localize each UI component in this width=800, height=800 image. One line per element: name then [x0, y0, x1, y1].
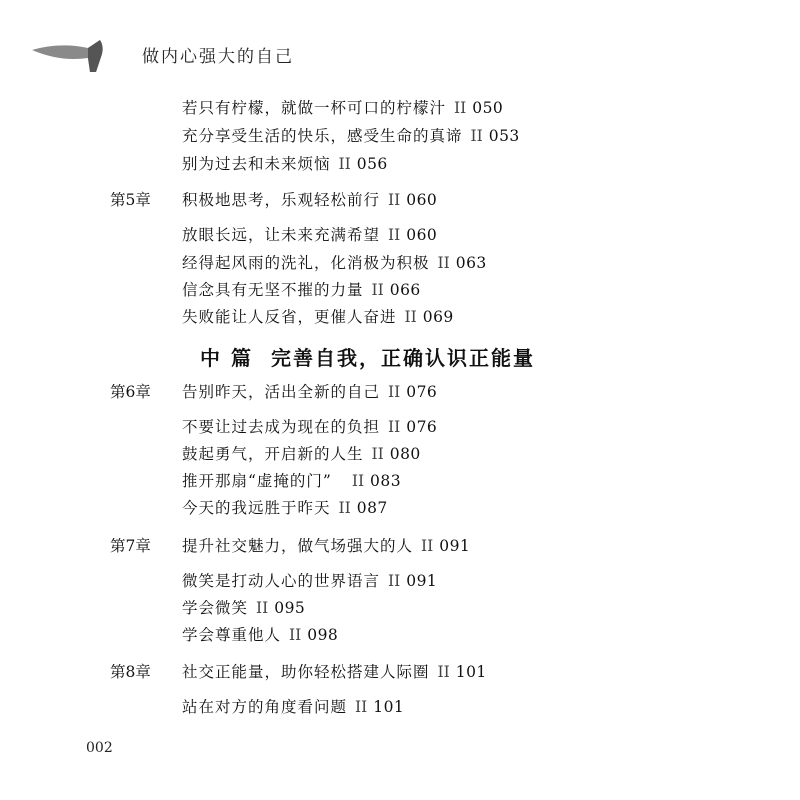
toc-separator: II: [338, 499, 351, 517]
toc-page-number: 053: [488, 127, 520, 145]
toc-section-title: 失败能让人反省，更催人奋进: [182, 308, 397, 326]
toc-section[interactable]: [182, 124, 520, 146]
chapter-number: 第8章: [110, 663, 151, 681]
toc-section[interactable]: [182, 469, 401, 491]
toc-section-title: 今天的我远胜于昨天: [182, 499, 331, 517]
toc-section-title: 若只有柠檬，就做一杯可口的柠檬汁: [182, 99, 447, 117]
part-heading[interactable]: [200, 342, 535, 371]
toc-section[interactable]: [182, 278, 421, 300]
chapter-number: 第7章: [110, 537, 151, 555]
toc-separator: II: [351, 472, 365, 490]
toc-separator: II: [371, 445, 384, 463]
toc-page-number: 076: [406, 418, 438, 436]
toc-section[interactable]: [182, 152, 388, 174]
toc-section[interactable]: [182, 223, 437, 245]
toc-separator: II: [421, 537, 434, 555]
toc-separator: II: [454, 99, 467, 117]
toc-separator: II: [437, 663, 450, 681]
toc-separator: II: [388, 226, 401, 244]
toc-section-title: 学会微笑: [182, 599, 249, 617]
page-folio: 002: [86, 740, 113, 756]
toc-separator: II: [371, 281, 384, 299]
toc-separator: II: [256, 599, 269, 617]
toc-section-title: 别为过去和未来烦恼: [182, 155, 331, 173]
toc-separator: II: [355, 698, 368, 716]
toc-page-number: 063: [455, 254, 487, 272]
toc-section-title: 鼓起勇气，开启新的人生: [182, 445, 364, 463]
toc-page-number: 087: [356, 499, 388, 517]
toc-section[interactable]: [182, 496, 388, 518]
toc-chapter-title: 积极地思考，乐观轻松前行: [182, 191, 381, 209]
toc-page-number: 050: [472, 99, 504, 117]
toc-page-number: 060: [406, 191, 438, 209]
toc-page-number: 080: [389, 445, 421, 463]
toc-section[interactable]: [182, 415, 437, 437]
toc-chapter[interactable]: [182, 534, 470, 556]
toc-separator: II: [388, 418, 401, 436]
toc-chapter-title: 提升社交魅力，做气场强大的人: [182, 537, 414, 555]
toc-page-number: 060: [406, 226, 438, 244]
toc-separator: II: [388, 383, 401, 401]
toc-chapter-title: 告别昨天，活出全新的自己: [182, 383, 381, 401]
toc-section-title: 学会尊重他人: [182, 626, 282, 644]
toc-page-number: 066: [389, 281, 421, 299]
toc-section-title: 充分享受生活的快乐，感受生命的真谛: [182, 127, 463, 145]
toc-section-title: 经得起风雨的洗礼，化消极为积极: [182, 254, 430, 272]
toc-chapter-title: 社交正能量，助你轻松搭建人际圈: [182, 663, 430, 681]
running-header: [30, 30, 330, 80]
toc-page-number: 076: [406, 383, 438, 401]
toc-section-title: 不要让过去成为现在的负担: [182, 418, 381, 436]
toc-page-number: 101: [455, 663, 487, 681]
toc-section-title: 微笑是打动人心的世界语言: [182, 572, 381, 590]
chapter-number: 第6章: [110, 383, 151, 401]
part-title: 完善自我，正确认识正能量: [270, 346, 535, 370]
toc-section-title: 推开那扇“虚掩的门”: [182, 472, 332, 490]
toc-section-title: 信念具有无坚不摧的力量: [182, 281, 364, 299]
header-title: 做内心强大的自己: [142, 47, 294, 67]
toc-section[interactable]: [182, 695, 404, 717]
toc-chapter[interactable]: [182, 660, 487, 682]
toc-section-title: 放眼长远，让未来充满希望: [182, 226, 381, 244]
toc-page-number: 069: [422, 308, 454, 326]
toc-separator: II: [338, 155, 351, 173]
toc-section[interactable]: [182, 442, 421, 464]
toc-separator: II: [404, 308, 417, 326]
toc-chapter[interactable]: [182, 380, 437, 402]
toc-section[interactable]: [182, 251, 487, 273]
toc-page-number: 091: [439, 537, 471, 555]
toc-page-number: 056: [356, 155, 388, 173]
toc-page-number: 095: [274, 599, 306, 617]
toc-separator: II: [388, 572, 401, 590]
toc-page-number: 098: [307, 626, 339, 644]
toc-separator: II: [388, 191, 401, 209]
toc-separator: II: [289, 626, 302, 644]
flying-cape-figure-icon: [30, 36, 110, 76]
toc-section-title: 站在对方的角度看问题: [182, 698, 348, 716]
toc-chapter[interactable]: [182, 188, 437, 210]
toc-separator: II: [470, 127, 483, 145]
toc-section[interactable]: [182, 305, 454, 327]
part-label: 中 篇: [200, 346, 253, 370]
toc-page-number: 083: [370, 472, 402, 490]
toc-section[interactable]: [182, 596, 305, 618]
chapter-number: 第5章: [110, 191, 151, 209]
toc-section[interactable]: [182, 96, 503, 118]
toc-section[interactable]: [182, 623, 338, 645]
toc-page-number: 091: [406, 572, 438, 590]
toc-separator: II: [437, 254, 450, 272]
toc-page-number: 101: [373, 698, 405, 716]
toc-section[interactable]: [182, 569, 437, 591]
